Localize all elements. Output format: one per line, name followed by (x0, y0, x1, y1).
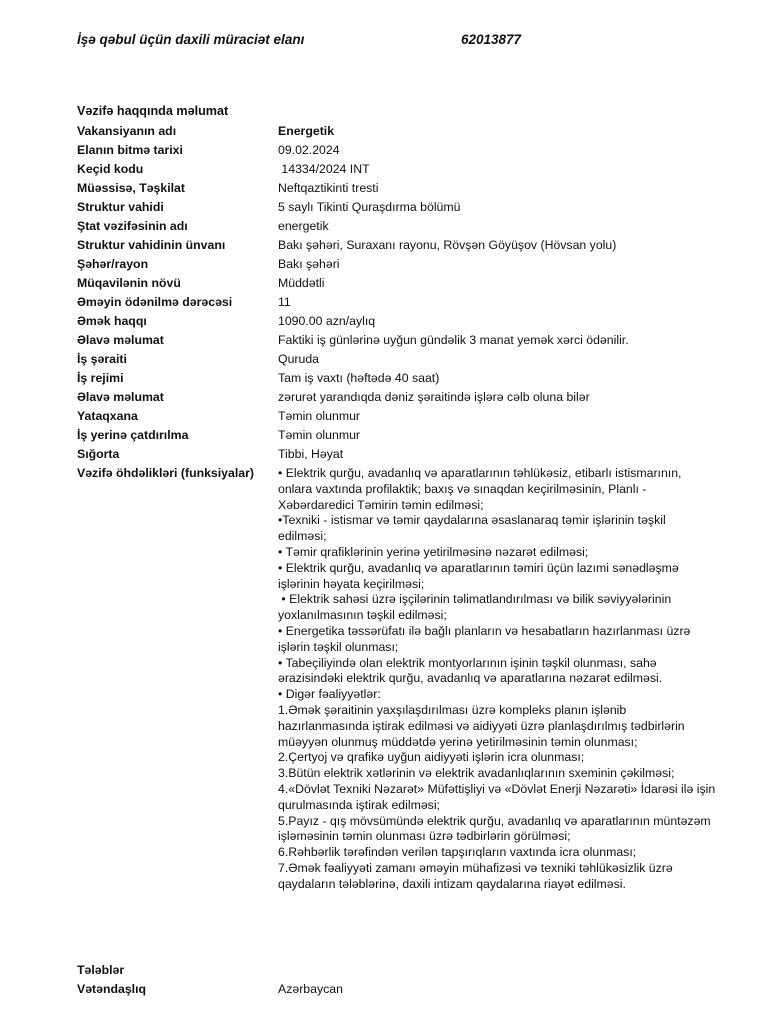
row-label: İş şəraiti (77, 352, 127, 366)
requirements-section (77, 961, 717, 999)
row-value: 1090.00 azn/aylıq (278, 314, 376, 328)
row-value: 5 saylı Tikinti Quraşdırma bölümü (278, 200, 461, 214)
row-value: Neftqaztikinti tresti (278, 181, 379, 195)
row-additional-info-offshore (77, 388, 717, 407)
row-label: Vəzifə öhdəlikləri (funksiyalar) (77, 466, 254, 480)
row-label: Struktur vahidi (77, 200, 164, 214)
row-citizenship (77, 980, 717, 999)
row-label: Vətəndaşlıq (77, 982, 147, 996)
duties-list (278, 464, 717, 893)
row-value: Təmin olunmur (278, 409, 361, 423)
row-label: Müəssisə, Təşkilat (77, 181, 185, 195)
row-contract-type (77, 274, 717, 293)
row-value: Tibbi, Həyat (278, 447, 344, 461)
row-value: zərurət yarandıqda dəniz şəraitində işlərə cəlb oluna bilər (278, 390, 590, 404)
section-title-requirements: Tələblər (77, 963, 125, 977)
duty-item: 5.Payız - qış mövsümündə elektrik qurğu, avadanlıq və aparatlarının müntəzəm işləməsinin təmin olunması üzrə tədbirlərin görülməsi; (278, 813, 711, 844)
section-title-job-info: Vəzifə haqqında məlumat (77, 104, 229, 118)
document-code: 62013877 (461, 32, 522, 47)
row-access-code (77, 160, 717, 179)
row-label: Struktur vahidinin ünvanı (77, 238, 226, 252)
duty-item: • Digər fəaliyyətlər: (278, 687, 381, 702)
duty-item: 2.Çertyoj və qrafikə uyğun aidiyyəti işlərin icra olunması; (278, 750, 585, 765)
row-additional-info-meal (77, 331, 717, 350)
row-transport (77, 426, 717, 445)
row-staff-position (77, 217, 717, 236)
row-organization (77, 179, 717, 198)
document-title: İşə qəbul üçün daxili müraciət elanı (77, 32, 305, 47)
duty-item: 3.Bütün elektrik xətlərinin və elektrik avadanlıqlarının sxeminin çəkilməsi; (278, 766, 675, 781)
row-value: 09.02.2024 (278, 143, 340, 157)
row-dormitory (77, 407, 717, 426)
row-label: Əlavə məlumat (77, 333, 164, 347)
duty-item: 7.Əmək fəaliyyəti zamanı əməyin mühafizəsi və texniki təhlükəsizlik üzrə qaydaların tələblərinə, daxili intizam qaydalarına riayət edilməsi. (278, 860, 673, 891)
row-value: energetik (278, 219, 329, 233)
duty-item: • Tabeçiliyində olan elektrik montyorlarının işinin təşkil olunması, sahə ərazisindəki elektrik qurğu, avadanlıq və aparatlarına nəzarət edilməsi. (278, 655, 663, 686)
row-value: Bakı şəhəri (278, 257, 340, 271)
row-label: Ştat vəzifəsinin adı (77, 219, 188, 233)
duty-item: •Texniki - istismar və təmir qaydalarına əsaslanaraq təmir işlərinin təşkil edilməsi; (278, 513, 666, 544)
row-label: Elanın bitmə tarixi (77, 143, 183, 157)
row-label: Əlavə məlumat (77, 390, 164, 404)
row-end-date (77, 141, 717, 160)
requirements-title-row (77, 961, 717, 980)
row-label: Vakansiyanın adı (77, 124, 177, 138)
row-value: Azərbaycan (278, 982, 343, 996)
row-salary (77, 312, 717, 331)
duty-item: • Elektrik qurğu, avadanlıq və aparatlarının təmiri üçün lazımi sənədləşmə işlərinin həyata keçirilməsi; (278, 560, 679, 591)
duty-item: 1.Əmək şəraitinin yaxşılaşdırılması üzrə kompleks planın işlənib hazırlanmasında iştirak edilməsi və aidiyyəti üzrə planlaşdırılmış tədbirlərin müəyyən olunmuş müddətdə yerinə yetirilməsinin təmin olunması; (278, 702, 685, 749)
row-label: Yataqxana (77, 409, 138, 423)
row-value: 14334/2024 INT (278, 162, 370, 176)
row-label: Müqavilənin növü (77, 276, 181, 290)
row-vacancy-name (77, 122, 717, 141)
row-insurance (77, 445, 717, 464)
row-label: Əməyin ödənilmə dərəcəsi (77, 295, 233, 309)
row-label: Keçid kodu (77, 162, 144, 176)
row-label: Sığorta (77, 447, 120, 461)
duty-item: 6.Rəhbərlik tərəfindən verilən tapşırıqların vaxtında icra olunması; (278, 845, 637, 860)
row-label: Şəhər/rayon (77, 257, 149, 271)
row-label: İş rejimi (77, 371, 124, 385)
row-value: Bakı şəhəri, Suraxanı rayonu, Rövşən Göyüşov (Hövsan yolu) (278, 238, 617, 252)
duty-item: 4.«Dövlət Texniki Nəzarət» Müfəttişliyi və «Dövlət Enerji Nəzarəti» İdarəsi ilə işin qurulmasında iştirak edilməsi; (278, 781, 716, 812)
row-city (77, 255, 717, 274)
duty-item: • Elektrik qurğu, avadanlıq və aparatlarının təhlükəsiz, etibarlı istismarının, onlara vaxtında profilaktik; baxış və sınaqdan keçirilməsinin, Planlı - Xəbərdaredici Təmirin təmin edilməsi; (278, 466, 682, 512)
row-value: Faktiki iş günlərinə uyğun gündəlik 3 manat yemək xərci ödənilir. (278, 333, 629, 347)
row-value: 11 (278, 295, 291, 309)
duty-item: • Təmir qrafiklərinin yerinə yetirilməsinə nəzarət edilməsi; (278, 544, 589, 559)
row-value: Tam iş vaxtı (həftədə 40 saat) (278, 371, 440, 385)
row-work-conditions (77, 350, 717, 369)
duty-item: • Elektrik sahəsi üzrə işçilərinin təlimatlandırılması və bilik səviyyələrinin yoxlanılmasının təşkil edilməsi; (278, 592, 675, 623)
row-structural-unit (77, 198, 717, 217)
row-duties (77, 464, 717, 893)
row-value: Energetik (278, 124, 335, 138)
row-label: İş yerinə çatdırılma (77, 428, 189, 442)
row-value: Müddətli (278, 276, 325, 290)
row-label: Əmək haqqı (77, 314, 147, 328)
job-info-table (77, 122, 717, 893)
duty-item: • Energetika təssərüfatı ilə bağlı planların və hesabatların hazırlanması üzrə işlərin təşkil olunması; (278, 623, 691, 654)
row-value: Quruda (278, 352, 320, 366)
row-unit-address (77, 236, 717, 255)
row-work-schedule (77, 369, 717, 388)
row-value: Təmin olunmur (278, 428, 361, 442)
row-pay-grade (77, 293, 717, 312)
